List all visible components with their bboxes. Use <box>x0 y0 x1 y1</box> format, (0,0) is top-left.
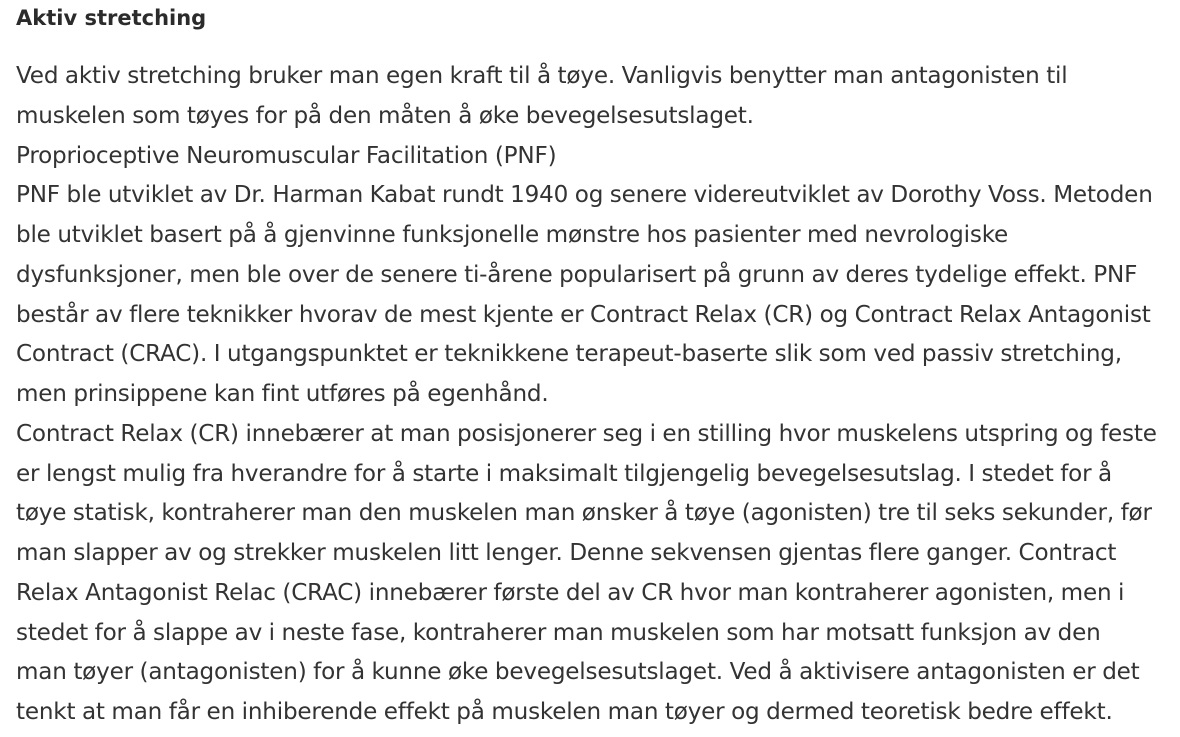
text-line: Proprioceptive Neuromuscular Facilitation (PNF) <box>16 142 557 169</box>
text-line: Contract Relax (CR) innebærer at man posisjonerer seg i en stilling hvor muskelens utspring og feste <box>16 420 1157 447</box>
text-line: men prinsippene kan fint utføres på egenhånd. <box>16 381 549 407</box>
text-line: består av flere teknikker hvorav de mest kjente er Contract Relax (CR) og Contract Relax Antagonist <box>16 301 1151 328</box>
text-line: Ved aktiv stretching bruker man egen kraft til å tøye. Vanligvis benytter man antagonisten til <box>16 63 1068 89</box>
text-line: man tøyer (antagonisten) for å kunne øke bevegelsesutslaget. Ved å aktivisere antagonisten er det <box>16 659 1140 686</box>
text-line: er lengst mulig fra hverandre for å starte i maksimalt tilgjengelig bevegelsesutslag. I stedet for å <box>16 460 1112 487</box>
text-line: man slapper av og strekker muskelen litt lenger. Denne sekvensen gjentas flere ganger. Contract <box>16 540 1117 566</box>
article-body <box>16 57 1174 733</box>
text-line: dysfunksjoner, men ble over de senere ti-årene popularisert på grunn av deres tydelige effekt. PNF <box>16 261 1138 288</box>
text-line: Contract (CRAC). I utgangspunktet er teknikkene terapeut-baserte slik som ved passiv stretching, <box>16 341 1122 368</box>
text-line: muskelen som tøyes for på den måten å øke bevegelsesutslaget. <box>16 102 754 129</box>
text-line: ble utviklet basert på å gjenvinne funksjonelle mønstre hos pasienter med nevrologiske <box>16 222 1009 248</box>
article <box>16 0 1174 733</box>
text-line: tøye statisk, kontraherer man den muskelen man ønsker å tøye (agonisten) tre til seks sekunder, før <box>16 500 1152 527</box>
text-line: stedet for å slappe av i neste fase, kontraherer man muskelen som har motsatt funksjon av den <box>16 619 1101 646</box>
text-line: PNF ble utviklet av Dr. Harman Kabat rundt 1940 og senere videreutviklet av Dorothy Voss. Metoden <box>16 182 1153 209</box>
text-line: Relax Antagonist Relac (CRAC) innebærer første del av CR hvor man kontraherer agonisten, men i <box>16 579 1125 606</box>
article-heading: Aktiv stretching <box>16 6 207 30</box>
text-line: tenkt at man får en inhiberende effekt på muskelen man tøyer og dermed teoretisk bedre effekt. <box>16 699 1113 725</box>
